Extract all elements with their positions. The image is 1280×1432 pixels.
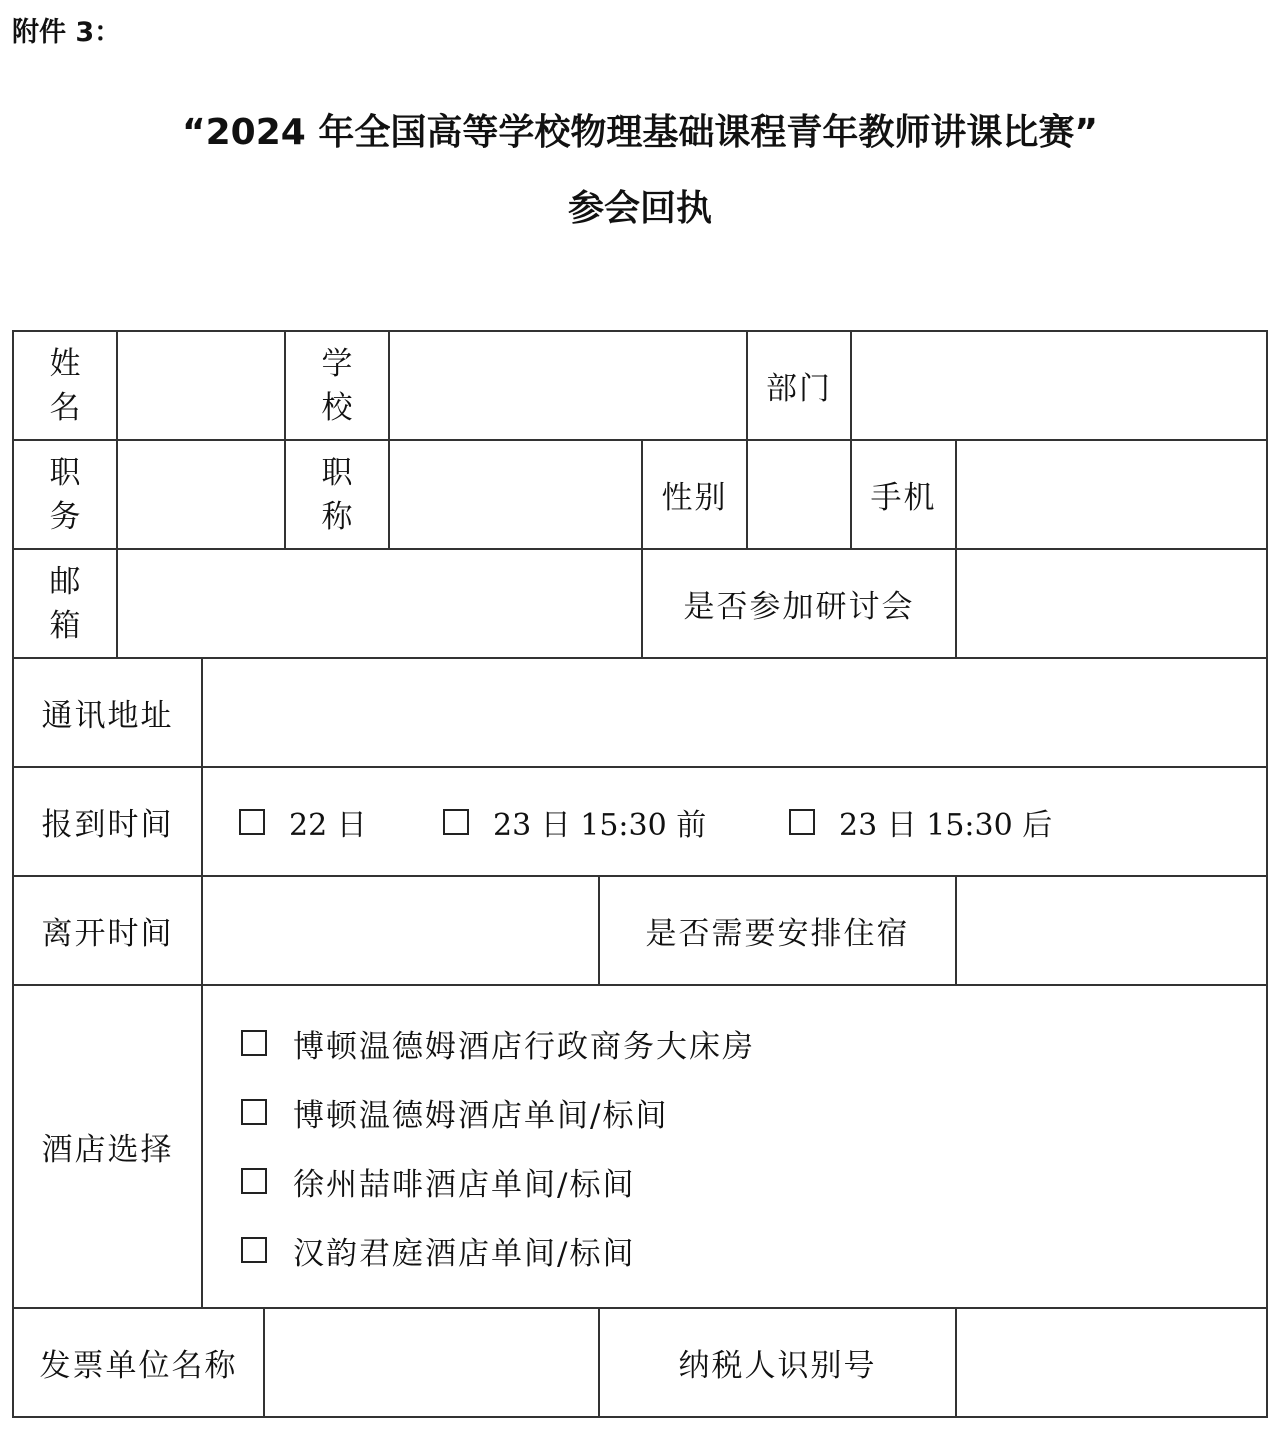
arrival-option-label: 23 日 15:30 前 (493, 807, 707, 843)
arrival-options (201, 766, 1268, 877)
department-label: 部门 (746, 330, 852, 441)
accommodation-label: 是否需要安排住宿 (598, 875, 957, 986)
arrival-option-label: 22 日 (289, 807, 367, 843)
page-title: “2024 年全国高等学校物理基础课程青年教师讲课比赛” (181, 112, 1099, 153)
checkbox-icon[interactable] (239, 809, 265, 835)
email-label-char-1: 邮 (49, 563, 81, 600)
checkbox-icon[interactable] (241, 1237, 267, 1263)
page-subtitle: 参会回执 (567, 188, 712, 229)
arrival-option-22[interactable] (239, 800, 443, 844)
arrival-option-label: 23 日 15:30 后 (839, 807, 1053, 843)
checkbox-icon[interactable] (241, 1099, 267, 1125)
hotel-option-2[interactable] (241, 1078, 668, 1147)
attachment-label: 附件 3： (12, 17, 122, 48)
hotel-label: 酒店选择 (12, 984, 203, 1309)
position-label (12, 439, 118, 550)
attend-seminar-field[interactable] (955, 548, 1268, 659)
email-label (12, 548, 118, 659)
hotel-option-label: 博顿温德姆酒店单间/标间 (293, 1097, 669, 1134)
hotel-option-label: 博顿温德姆酒店行政商务大床房 (293, 1028, 755, 1065)
position-label-char-1: 职 (49, 454, 81, 491)
school-label-char-2: 校 (321, 389, 353, 426)
name-label-char-2: 名 (49, 389, 81, 426)
invoice-field[interactable] (263, 1307, 600, 1418)
arrival-option-23-after[interactable] (789, 800, 1052, 844)
mobile-label: 手机 (850, 439, 957, 550)
departure-field[interactable] (201, 875, 600, 986)
taxpayer-id-field[interactable] (955, 1307, 1268, 1418)
address-field[interactable] (201, 657, 1268, 768)
name-label-char-1: 姓 (49, 345, 81, 382)
position-field[interactable] (116, 439, 286, 550)
school-label-char-1: 学 (321, 345, 353, 382)
invoice-label: 发票单位名称 (12, 1307, 265, 1418)
name-field[interactable] (116, 330, 286, 441)
professional-title-label-char-1: 职 (321, 454, 353, 491)
taxpayer-id-label: 纳税人识别号 (598, 1307, 957, 1418)
departure-label: 离开时间 (12, 875, 203, 986)
checkbox-icon[interactable] (241, 1030, 267, 1056)
gender-label: 性别 (641, 439, 748, 550)
checkbox-icon[interactable] (789, 809, 815, 835)
gender-field[interactable] (746, 439, 852, 550)
attend-seminar-label: 是否参加研讨会 (641, 548, 957, 659)
checkbox-icon[interactable] (443, 809, 469, 835)
hotel-option-4[interactable] (241, 1216, 635, 1285)
mobile-field[interactable] (955, 439, 1268, 550)
professional-title-label (284, 439, 390, 550)
position-label-char-2: 务 (49, 498, 81, 535)
hotel-options (201, 984, 1268, 1309)
professional-title-label-char-2: 称 (321, 498, 353, 535)
arrival-option-23-before[interactable] (443, 800, 789, 844)
hotel-option-label: 徐州喆啡酒店单间/标间 (293, 1166, 636, 1203)
department-field[interactable] (850, 330, 1268, 441)
school-label (284, 330, 390, 441)
hotel-option-label: 汉韵君庭酒店单间/标间 (293, 1235, 636, 1272)
hotel-option-1[interactable] (241, 1009, 755, 1078)
hotel-option-3[interactable] (241, 1147, 635, 1216)
name-label (12, 330, 118, 441)
address-label: 通讯地址 (12, 657, 203, 768)
school-field[interactable] (388, 330, 748, 441)
accommodation-field[interactable] (955, 875, 1268, 986)
professional-title-field[interactable] (388, 439, 643, 550)
checkbox-icon[interactable] (241, 1168, 267, 1194)
email-label-char-2: 箱 (49, 607, 81, 644)
email-field[interactable] (116, 548, 643, 659)
arrival-label: 报到时间 (12, 766, 203, 877)
